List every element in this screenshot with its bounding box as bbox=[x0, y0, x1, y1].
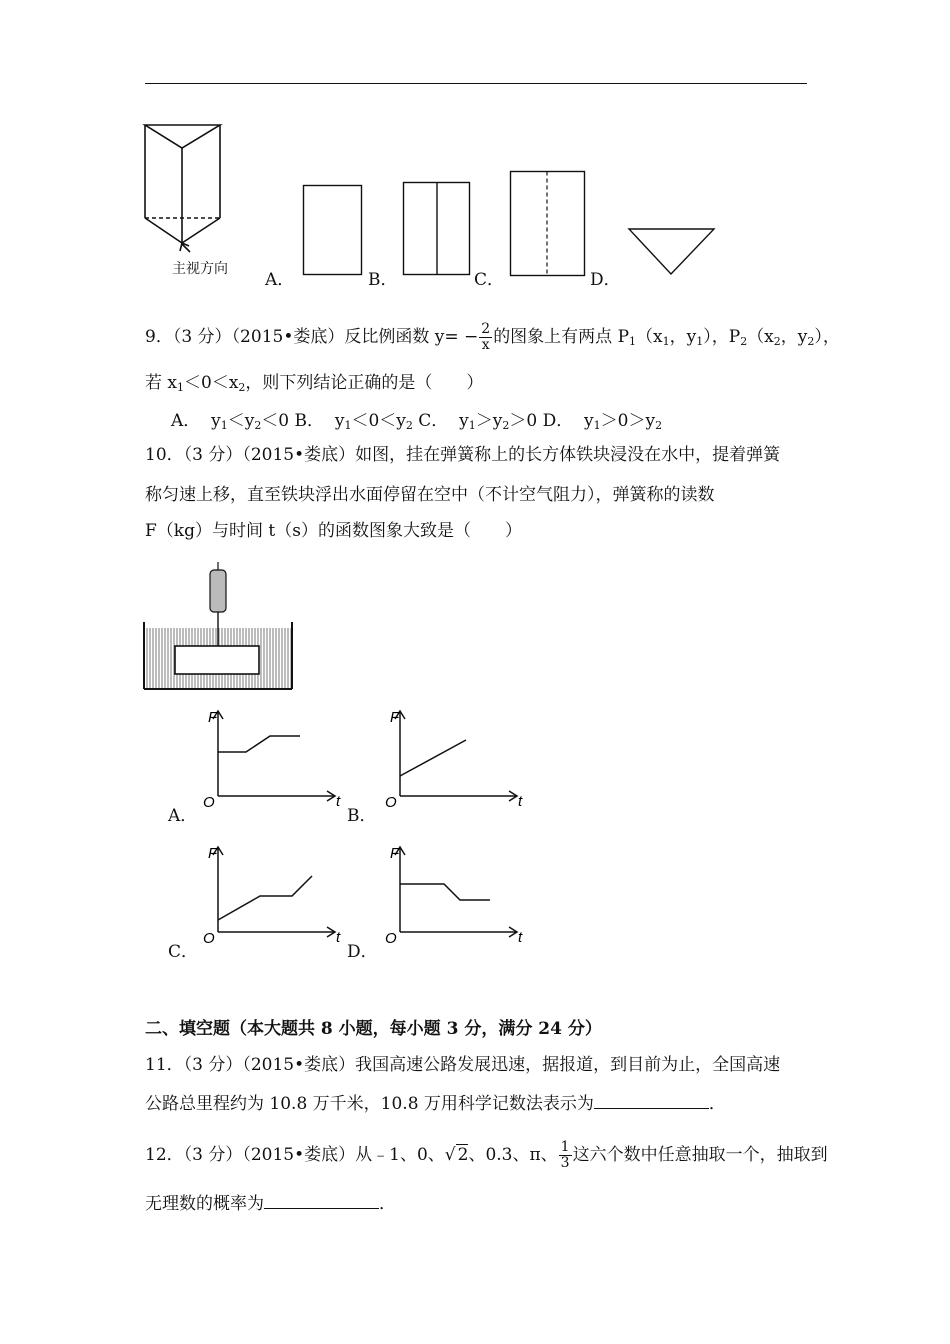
q10-option-a[interactable]: A． bbox=[168, 806, 198, 826]
q8-option-d-triangle bbox=[628, 228, 716, 276]
q10-option-b[interactable]: B． bbox=[347, 806, 377, 826]
q8-option-c[interactable]: C． bbox=[474, 270, 505, 290]
q10-graph-c-origin: O bbox=[203, 930, 215, 947]
q10-graph-b bbox=[382, 706, 532, 811]
q12-sqrt2: √ 2 bbox=[444, 1145, 469, 1165]
q12-fraction: $\frac{1}{3}$ bbox=[560, 1139, 570, 1171]
q10-stem-line1: 10．（3 分）（2015•娄底）如图，挂在弹簧称上的长方体铁块浸没在水中，提着弹簧 bbox=[145, 445, 781, 465]
q9-option-d[interactable]: D． bbox=[542, 411, 574, 431]
q8-option-d[interactable]: D． bbox=[590, 270, 621, 290]
q10-graph-d bbox=[382, 842, 532, 947]
header-rule bbox=[145, 83, 807, 84]
section-2-title: 二、填空题（本大题共 8 小题，每小题 3 分，满分 24 分） bbox=[145, 1019, 602, 1039]
view-direction-caption: 主视方向 bbox=[172, 261, 228, 277]
q12-answer-blank[interactable] bbox=[264, 1192, 379, 1209]
q8-option-b-rectangle-solid-line bbox=[403, 182, 471, 276]
q10-stem-line2: 称匀速上移，直至铁块浮出水面停留在空中（不计空气阻力），弹簧称的读数 bbox=[145, 485, 715, 505]
q10-graph-c bbox=[200, 842, 350, 947]
q10-graph-d-x-label: t bbox=[518, 929, 523, 946]
q11-stem-line1: 11．（3 分）（2015•娄底）我国高速公路发展迅速，据报道，到目前为止，全国高速 bbox=[145, 1055, 781, 1075]
q12-stem-line2: 无理数的概率为 ． bbox=[145, 1194, 396, 1214]
q10-option-d[interactable]: D． bbox=[347, 942, 378, 962]
q10-graph-b-y-label: F bbox=[390, 709, 400, 726]
q10-stem-line3: F（kg）与时间 t（s）的函数图象大致是（ ） bbox=[145, 521, 522, 541]
q12-stem-line1: 12．（3 分）（2015•娄底）从﹣1、0、√ 2、0.3、π、 $\frac{1}{3}$ 这六个数中任意抽取一个，抽取到 bbox=[145, 1139, 828, 1171]
q8-option-a[interactable]: A． bbox=[265, 270, 295, 290]
q10-graph-c-y-label: F bbox=[208, 845, 218, 862]
q10-graph-a bbox=[200, 706, 350, 811]
q10-graph-b-x-label: t bbox=[518, 793, 523, 810]
q9-option-c[interactable]: C． bbox=[418, 411, 449, 431]
q9-options[interactable]: A． $y_1<y_2<0$ B． $y_1<0<y_2$ C． $y_1>y_2>0$ D． $y_1>0>y_2$ bbox=[171, 411, 663, 432]
q11-stem-line2: 公路总里程约为 10.8 万千米，10.8 万用科学记数法表示为 ． bbox=[145, 1094, 726, 1114]
q10-option-c[interactable]: C． bbox=[168, 942, 199, 962]
q9-fraction: $\frac{2}{x}$ bbox=[481, 321, 491, 353]
q10-graph-a-origin: O bbox=[203, 794, 215, 811]
spring-scale-tank-figure bbox=[143, 562, 295, 690]
q10-graph-d-origin: O bbox=[385, 930, 397, 947]
q8-option-a-rectangle bbox=[303, 185, 363, 277]
q9-stem-line2: 若 $x_1<0<x_2$，则下列结论正确的是（ ） bbox=[145, 373, 484, 394]
q9-option-b[interactable]: B． bbox=[294, 411, 325, 431]
q8-option-c-rectangle-dashed-line bbox=[510, 171, 586, 277]
q8-option-b[interactable]: B． bbox=[368, 270, 398, 290]
triangular-prism-figure bbox=[140, 120, 250, 280]
q10-graph-b-origin: O bbox=[385, 794, 397, 811]
q9-option-a[interactable]: A． bbox=[171, 411, 201, 431]
q9-stem-line1: 9．（3 分）（2015•娄底）反比例函数 y= − $\frac{2}{x}$ 的图象上有两点 $P_1(x_1$，$y_1$），$P_2(x_2$，$y_2$）， bbox=[145, 321, 840, 353]
q10-graph-a-y-label: F bbox=[208, 709, 218, 726]
q11-answer-blank[interactable] bbox=[594, 1092, 709, 1109]
q10-graph-d-y-label: F bbox=[390, 845, 400, 862]
q10-graph-a-x-label: t bbox=[336, 793, 341, 810]
q10-graph-c-x-label: t bbox=[336, 929, 341, 946]
